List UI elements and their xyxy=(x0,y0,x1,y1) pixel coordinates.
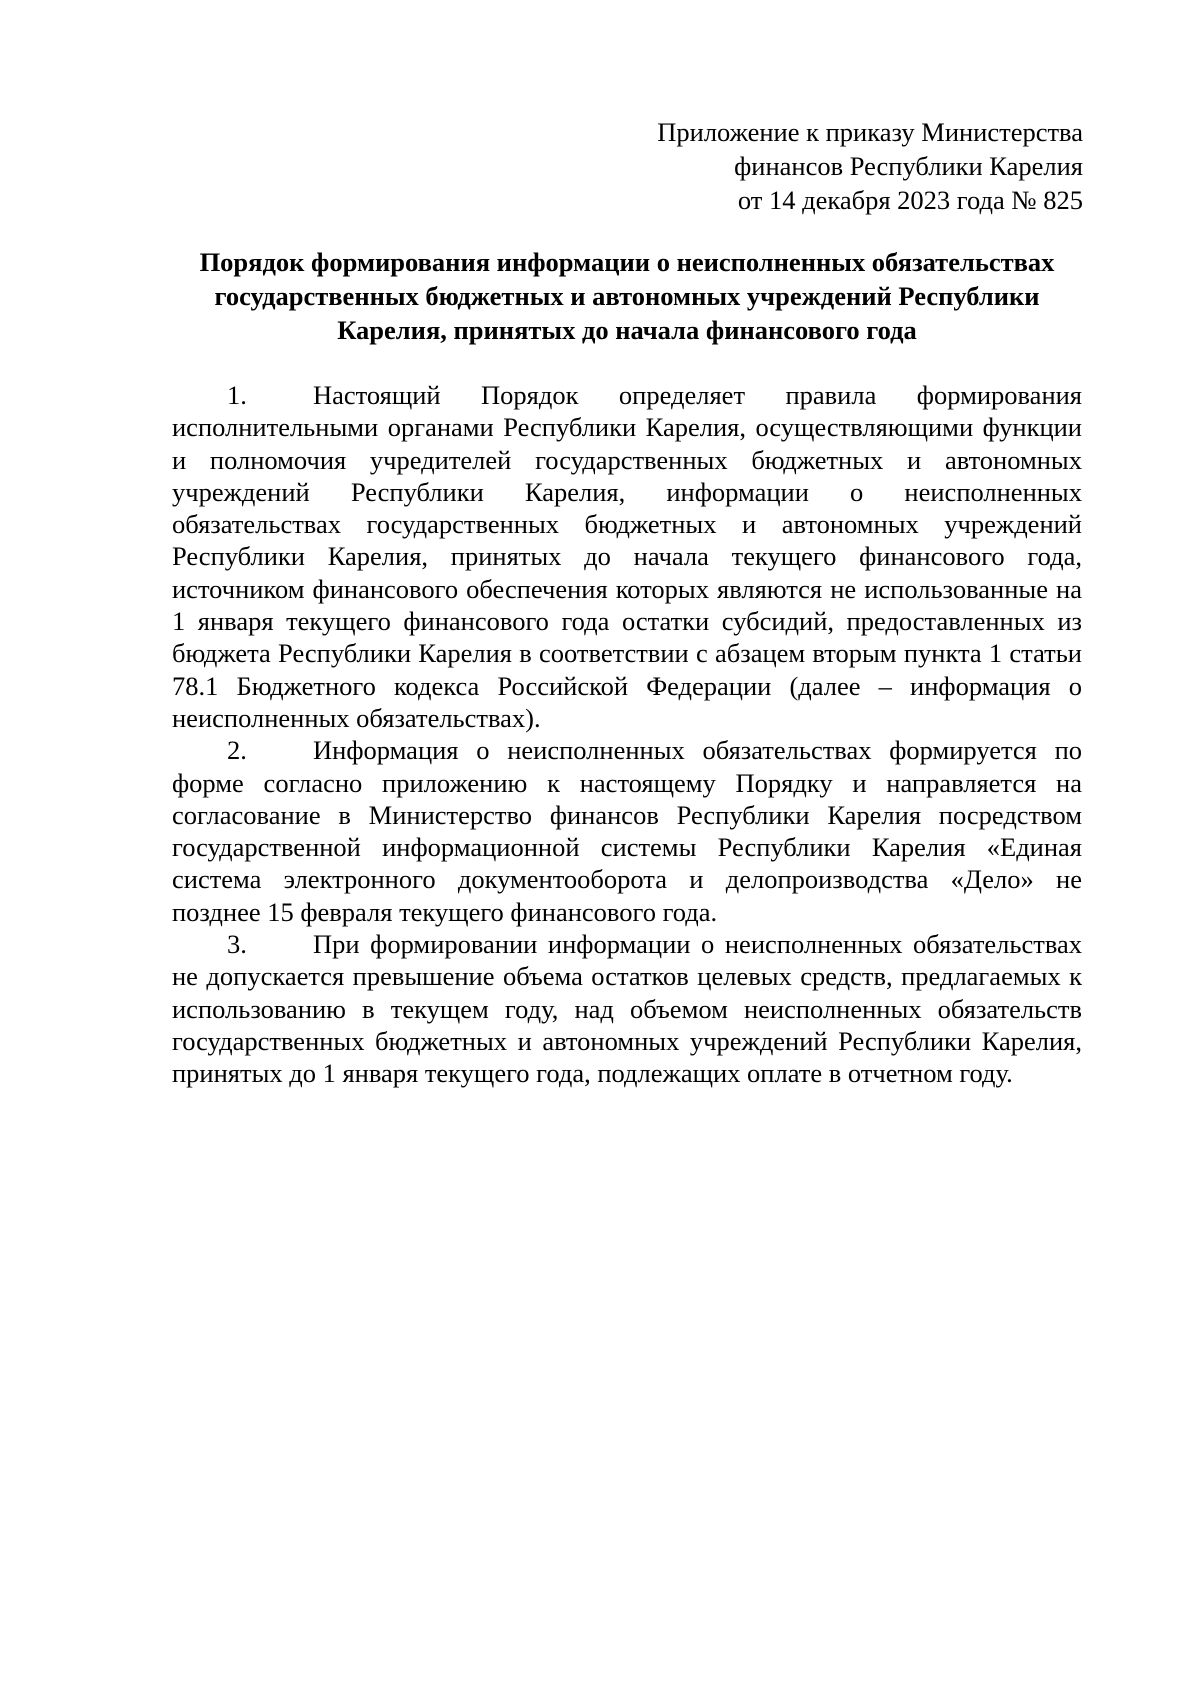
document-body xyxy=(172,379,1082,1090)
title-line-1: Порядок формирования информации о неисполненных обязательствах xyxy=(199,247,1055,277)
paragraph-text: Настоящий Порядок определяет правила формирования исполнительными органами Республики Карелия, осуществляющими функции и полномочия учредителей государственных бюджетных и автономных учреждений Республики Карелия, информации о неисполненных обязательствах государственных бюджетных и автономных учреждений Республики Карелия, принятых до начала текущего финансового года, источником финансового обеспечения которых являются не использованные на 1 января текущего финансового года остатки субсидий, предоставленных из бюджета Республики Карелия в соответствии с абзацем вторым пункта 1 статьи 78.1 Бюджетного кодекса Российской Федерации (далее – информация о неисполненных обязательствах). xyxy=(172,380,1082,733)
document-title xyxy=(172,245,1082,347)
paragraph-1 xyxy=(172,379,1082,734)
paragraph-text: При формировании информации о неисполненных обязательствах не допускается превышение объема остатков целевых средств, предлагаемых к использованию в текущем году, над объемом неисполненных обязательств государственных бюджетных и автономных учреждений Республики Карелия, принятых до 1 января текущего года, подлежащих оплате в отчетном году. xyxy=(172,929,1082,1089)
paragraph-text: Информация о неисполненных обязательствах формируется по форме согласно приложению к настоящему Порядку и направляется на согласование в Министерство финансов Республики Карелия посредством государственной информационной системы Республики Карелия «Единая система электронного документооборота и делопроизводства «Дело» не позднее 15 февраля текущего финансового года. xyxy=(172,735,1082,927)
paragraph-3 xyxy=(172,928,1082,1089)
header-line-2: финансов Республики Карелия xyxy=(734,151,1083,181)
header-line-1: Приложение к приказу Министерства xyxy=(657,117,1083,147)
paragraph-number: 1. xyxy=(227,380,247,410)
title-line-3: Карелия, принятых до начала финансового года xyxy=(337,315,917,345)
paragraph-number: 3. xyxy=(227,929,247,960)
appendix-header xyxy=(657,115,1083,217)
header-line-3: от 14 декабря 2023 года № 825 xyxy=(737,185,1083,215)
title-line-2: государственных бюджетных и автономных учреждений Республики xyxy=(214,281,1040,311)
paragraph-2 xyxy=(172,734,1082,928)
paragraph-number: 2. xyxy=(227,735,247,766)
